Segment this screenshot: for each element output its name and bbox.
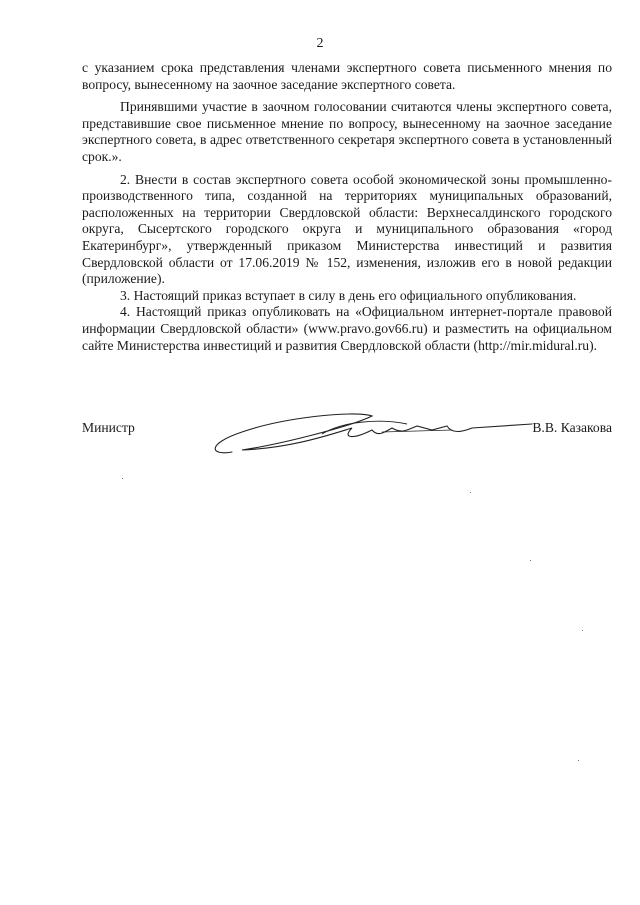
paragraph-voting-rule: Принявшими участие в заочном голосовании считаются члены экспертного совета, представившие свое письменное мнение по вопросу, вынесенному на заочное заседание экспертного совета, в адрес ответственного секретаря экспертного совета в установленный срок.».: [82, 99, 612, 164]
page-number: 2: [316, 36, 324, 51]
scan-speck: [122, 478, 123, 479]
signature-block: [82, 412, 612, 452]
scan-speck: [582, 630, 583, 631]
handwritten-signature: [202, 404, 542, 464]
paragraph-item-3: 3. Настоящий приказ вступает в силу в день его официального опубликования.: [120, 287, 577, 303]
paragraph-item-4: 4. Настоящий приказ опубликовать на «Официальном интернет-портале правовой информации Свердловской области» (www.pravo.gov66.ru) и разместить на официальном сайте Министерства инвестиций и развития Свердловской области (http://mir.midural.ru).: [82, 304, 612, 353]
scan-speck: [530, 560, 531, 561]
scan-speck: [578, 760, 579, 761]
signatory-title: Министр: [82, 420, 135, 435]
paragraph-item-2: 2. Внести в состав экспертного совета особой экономической зоны промышленно-производственного типа, созданной на территориях муниципальных образований, расположенных на территории Свердловской области: Верхнесалдинского городского округа, Сысертского городского округа и муниципального образования «город Екатеринбург», утвержденный приказом Министерства инвестиций и развития Свердловской области от 17.06.2019 № 152, изменения, изложив его в новой редакции (приложение).: [82, 171, 612, 287]
signatory-name: В.В. Казакова: [532, 420, 612, 435]
scan-speck: [470, 492, 471, 493]
paragraph-continuation: с указанием срока представления членами экспертного совета письменного мнения по вопросу, вынесенному на заочное заседание экспертного совета.: [82, 60, 612, 92]
document-body: [82, 60, 612, 354]
